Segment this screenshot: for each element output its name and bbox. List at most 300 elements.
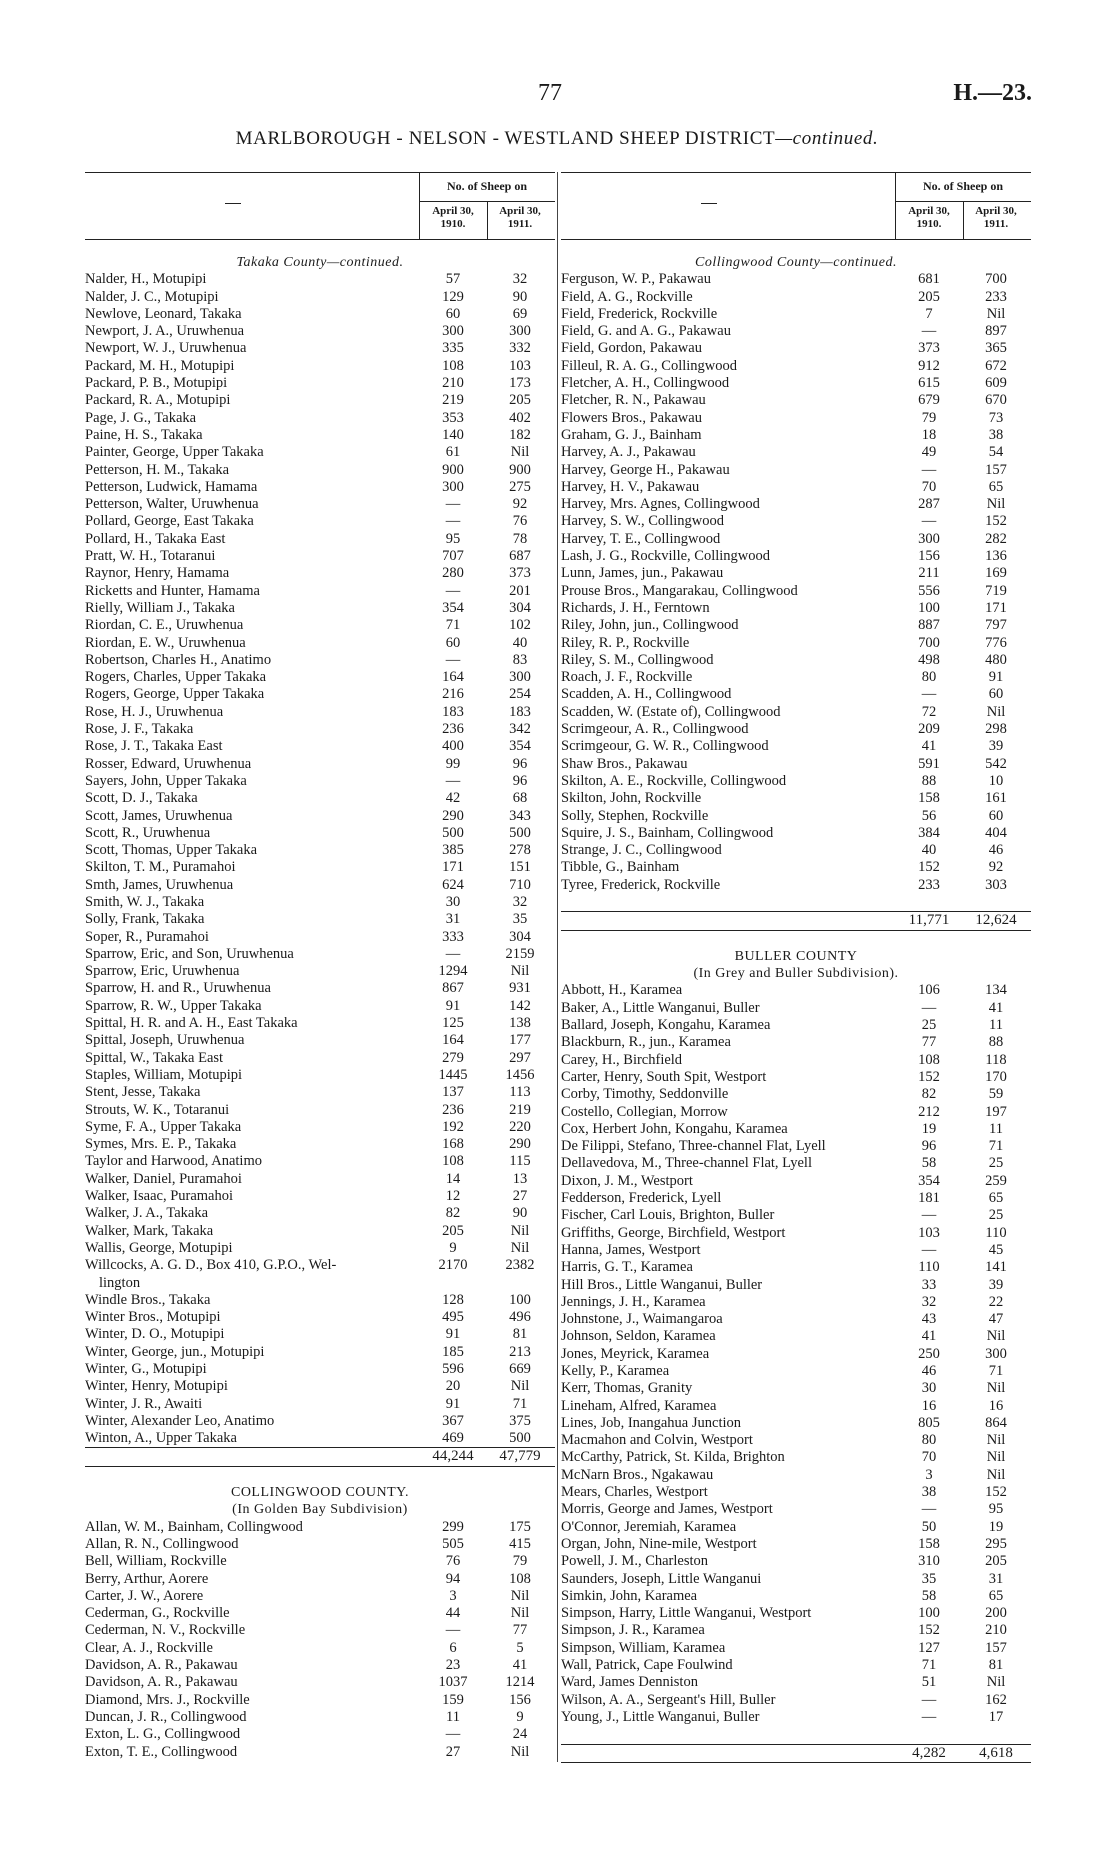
sheep-1911: 213 [509,1343,531,1360]
sheep-1910: 591 [918,755,940,772]
owner-name: Riordan, C. E., Uruwhenua [85,617,244,634]
table-row [561,444,1031,461]
title-suffix: —continued. [775,128,879,149]
owner-name: Scadden, W. (Estate of), Collingwood [561,703,781,720]
table-row [85,998,555,1015]
table-row [85,1744,555,1761]
sheep-1911: 45 [988,1241,1004,1258]
table-row [85,911,555,928]
table-row [561,548,1031,565]
owner-name: Pollard, H., Takaka East [85,530,226,547]
sheep-1910: 152 [918,1622,940,1639]
sheep-1910: 49 [921,444,937,461]
owner-name: Sparrow, H. and R., Uruwhenua [85,980,271,997]
sheep-1910: 41 [921,738,937,755]
owner-name: (In Grey and Buller Subdivision). [693,966,899,982]
sheep-1910: 353 [442,409,464,426]
sheep-1911: 134 [985,982,1007,999]
owner-name: Ward, James Denniston [561,1674,698,1691]
sheep-1910: — [445,1622,461,1639]
owner-name: Harvey, George H., Pakawau [561,461,730,478]
owner-name: Simpson, J. R., Karamea [561,1622,705,1639]
sheep-1911: 670 [985,392,1007,409]
table-row [85,1692,555,1709]
sheep-1911: 32 [512,893,528,910]
owner-name: Taylor and Harwood, Anatimo [85,1153,262,1170]
owner-name: Walker, Isaac, Puramahoi [85,1188,234,1205]
sheep-1910: 805 [918,1414,940,1431]
table-row [561,1380,1031,1397]
sheep-1911: 233 [985,288,1007,305]
table-row [561,1034,1031,1051]
owner-name: Jones, Meyrick, Karamea [561,1345,710,1362]
page-number: 77 [538,80,562,106]
owner-name: Packard, P. B., Motupipi [85,375,228,392]
sheep-1910: 127 [918,1639,940,1656]
table-row [85,1640,555,1657]
sheep-1910: 72 [921,703,937,720]
owner-name: Harvey, S. W., Collingwood [561,513,724,530]
table-row [85,1588,555,1605]
table-row [85,1240,555,1257]
sheep-1910: 100 [918,599,940,616]
table-row [85,1067,555,1084]
owner-name: Fischer, Carl Louis, Brighton, Buller [561,1207,775,1224]
owner-name: Griffiths, George, Birchfield, Westport [561,1224,786,1241]
sheep-1911: 12,624 [975,912,1017,929]
table-row [561,358,1031,375]
owner-name: Rosser, Edward, Uruwhenua [85,755,252,772]
owner-name: Nalder, J. C., Motupipi [85,288,219,305]
table-row [85,289,555,306]
sheep-1910: 1445 [438,1066,468,1083]
sheep-1910: 469 [442,1430,464,1447]
table-row [85,756,555,773]
table-row [561,721,1031,738]
sheep-1911: 32 [512,271,528,288]
owner-name: Costello, Collegian, Morrow [561,1103,728,1120]
table-row [85,825,555,842]
owner-name: Tibble, G., Bainham [561,859,680,876]
sheep-1910: 95 [445,530,461,547]
sheep-1911: 900 [509,461,531,478]
sheep-1911: 22 [988,1293,1004,1310]
table-row [561,496,1031,513]
owner-name: Carter, Henry, South Spit, Westport [561,1068,767,1085]
sheep-1911: 141 [985,1259,1007,1276]
sheep-1910: 96 [921,1138,937,1155]
sheep-1911: 197 [985,1103,1007,1120]
table-row [561,1069,1031,1086]
sheep-1911: 1214 [505,1674,535,1691]
table-row [85,427,555,444]
sheep-1911: 60 [988,807,1004,824]
owner-name: Jennings, J. H., Karamea [561,1293,706,1310]
sheep-1911: 672 [985,357,1007,374]
owner-name: Winter, Alexander Leo, Anatimo [85,1412,275,1429]
sheep-1911: 113 [509,1084,531,1101]
sheep-1911: 59 [988,1086,1004,1103]
table-row [561,635,1031,652]
owner-name: Morris, George and James, Westport [561,1501,773,1518]
table-row [85,669,555,686]
table-row [85,1326,555,1343]
table-row [85,392,555,409]
owner-name: Bell, William, Rockville [85,1553,227,1570]
table-row [85,496,555,513]
sheep-1910: 11,771 [908,912,950,929]
sheep-1911: Nil [986,1466,1006,1483]
sheep-1911: 205 [985,1553,1007,1570]
owner-name: McNarn Bros., Ngakawau [561,1466,714,1483]
sheep-1911: Nil [986,1432,1006,1449]
owner-name: Smith, W. J., Takaka [85,893,205,910]
owner-name: Hill Bros., Little Wanganui, Buller [561,1276,763,1293]
table-row [561,877,1031,894]
owner-name: Sayers, John, Upper Takaka [85,772,247,789]
table-row [85,894,555,911]
table-row [85,686,555,703]
sheep-1911: 71 [512,1395,528,1412]
sheep-1910: 30 [921,1380,937,1397]
owner-name: Shaw Bros., Pakawau [561,755,688,772]
sheep-1911: 259 [985,1172,1007,1189]
table-row [85,635,555,652]
owner-name: Walker, Daniel, Puramahoi [85,1170,242,1187]
sheep-1911: 295 [985,1535,1007,1552]
sheep-1911: 171 [985,599,1007,616]
sheep-1911: Nil [986,703,1006,720]
table-row [85,1571,555,1588]
sheep-1911: Nil [986,1380,1006,1397]
sheep-1910: 79 [921,409,937,426]
col-1911-header: April 30, 1911. [499,205,541,230]
total-row [561,1744,1031,1763]
table-row [85,323,555,340]
table-row [85,1188,555,1205]
sheep-1911: Nil [986,496,1006,513]
owner-name: Corby, Timothy, Seddonville [561,1086,729,1103]
sheep-1910: 279 [442,1049,464,1066]
table-row [85,738,555,755]
sheep-1911: 41 [512,1657,528,1674]
owner-name: Collingwood County—continued. [695,255,897,270]
sheep-1911: 90 [512,288,528,305]
sheep-1910: 18 [921,426,937,443]
owner-name: Smth, James, Uruwhenua [85,876,234,893]
sheep-1910: 233 [918,876,940,893]
owner-name: Winter, Henry, Motupipi [85,1378,228,1395]
owner-name: Baker, A., Little Wanganui, Buller [561,999,760,1016]
sheep-1911: 47,779 [499,1448,541,1465]
sheep-1910: 615 [918,375,940,392]
table-row [85,1378,555,1395]
owner-name: Duncan, J. R., Collingwood [85,1708,247,1725]
table-row [85,340,555,357]
sheep-1910: 91 [445,1395,461,1412]
sheep-1911: 254 [509,686,531,703]
sheep-1910: 181 [918,1190,940,1207]
sheep-1910: 108 [918,1051,940,1068]
table-row [561,1536,1031,1553]
spacer-row [85,1467,555,1484]
table-row [561,375,1031,392]
sheep-1911: Nil [510,963,530,980]
sheep-1910: 300 [442,323,464,340]
owner-name: Ballard, Joseph, Kongahu, Karamea [561,1017,771,1034]
sheep-1910: 99 [445,755,461,772]
sheep-1911: 96 [512,755,528,772]
owner-name: Scadden, A. H., Collingwood [561,686,732,703]
sheep-1910: 35 [921,1570,937,1587]
sheep-1910: 82 [445,1205,461,1222]
sheep-1910: — [445,1726,461,1743]
table-row [85,808,555,825]
table-row [85,1622,555,1639]
sheep-1910: 211 [918,565,940,582]
table-row [85,842,555,859]
sheep-1911: 47 [988,1311,1004,1328]
sheep-1910: — [445,945,461,962]
sheep-1910: 128 [442,1291,464,1308]
sheep-1911: 304 [509,599,531,616]
sheep-1910: 556 [918,582,940,599]
sheep-1910: 60 [445,634,461,651]
table-row [561,1086,1031,1103]
owner-name: Page, J. G., Takaka [85,409,197,426]
col-1910-header: April 30, 1910. [432,205,474,230]
owner-name: Spittal, Joseph, Uruwhenua [85,1032,245,1049]
sheep-1911: 297 [509,1049,531,1066]
owner-name: Staples, William, Motupipi [85,1066,243,1083]
table-row [561,1605,1031,1622]
sheep-1910: 103 [918,1224,940,1241]
sheep-1910: 58 [921,1155,937,1172]
section-heading [561,948,1031,965]
sheep-1910: 164 [442,669,464,686]
sheep-1910: 50 [921,1518,937,1535]
sheep-1911: 41 [988,999,1004,1016]
owner-name: Diamond, Mrs. J., Rockville [85,1691,250,1708]
sheep-1910: 71 [921,1657,937,1674]
sheep-1911: 27 [512,1188,528,1205]
owner-name: Fletcher, R. N., Pakawau [561,392,706,409]
sheep-1911: 170 [985,1068,1007,1085]
sheep-1911: 687 [509,548,531,565]
owner-name: Field, G. and A. G., Pakawau [561,323,731,340]
sheep-1910: — [445,496,461,513]
sheep-1911: 103 [509,357,531,374]
sheep-1911: 136 [985,548,1007,565]
table-row [85,1674,555,1691]
sheep-1911: 157 [985,1639,1007,1656]
sheep-1911: 39 [988,738,1004,755]
sheep-1911: 77 [512,1622,528,1639]
section-heading [561,965,1031,982]
table-row [561,271,1031,288]
sheep-1910: — [921,1708,937,1725]
table-row [561,410,1031,427]
owner-name: Davidson, A. R., Pakawau [85,1674,238,1691]
sheep-1910: — [445,513,461,530]
owner-name: Spittal, W., Takaka East [85,1049,224,1066]
owner-name: BULLER COUNTY [734,948,858,964]
owner-name: lington [99,1274,141,1291]
owner-name: Cox, Herbert John, Kongahu, Karamea [561,1120,788,1137]
sheep-1910: 185 [442,1343,464,1360]
sheep-1910: 31 [445,911,461,928]
owner-name: Willcocks, A. G. D., Box 410, G.P.O., Wel- [85,1257,337,1274]
owner-name: Lineham, Alfred, Karamea [561,1397,717,1414]
sheep-1911: 354 [509,738,531,755]
sheep-1910: — [921,1207,937,1224]
owner-name: Pollard, George, East Takaka [85,513,254,530]
sheep-1910: 219 [442,392,464,409]
owner-name: Petterson, Walter, Uruwhenua [85,496,259,513]
sheep-1910: 159 [442,1691,464,1708]
sheep-1911: 182 [509,426,531,443]
sheep-1910: 210 [442,375,464,392]
owner-name: Winton, A., Upper Takaka [85,1430,237,1447]
sheep-1910: 156 [918,548,940,565]
sheep-1911: 177 [509,1032,531,1049]
owner-name: Sparrow, Eric, and Son, Uruwhenua [85,945,294,962]
owner-name: COLLINGWOOD COUNTY. [230,1485,409,1501]
table-row [561,808,1031,825]
sheep-1911: 373 [509,565,531,582]
sheep-1910: 900 [442,461,464,478]
owner-name: Nalder, H., Motupipi [85,271,207,288]
spacer-row [561,931,1031,948]
owner-name: Rogers, Charles, Upper Takaka [85,669,267,686]
sheep-1911: Nil [510,1222,530,1239]
sheep-1911: 332 [509,340,531,357]
table-row [561,1467,1031,1484]
sheep-1911: 303 [985,876,1007,893]
table-row [85,1292,555,1309]
sheep-1910: 373 [918,340,940,357]
owner-name: Saunders, Joseph, Little Wanganui [561,1570,762,1587]
sheep-1911: Nil [510,1239,530,1256]
total-row [85,1447,555,1466]
owner-name: (In Golden Bay Subdivision) [232,1502,408,1518]
sheep-1910: 27 [445,1743,461,1760]
owner-name: Young, J., Little Wanganui, Buller [561,1708,760,1725]
sheep-1910: 40 [921,842,937,859]
table-row [85,462,555,479]
sheep-1910: — [921,1501,937,1518]
sheep-1910: 25 [921,1017,937,1034]
sheep-1910: 333 [442,928,464,945]
sheep-1911: 138 [509,1015,531,1032]
sheep-1910: 57 [445,271,461,288]
sheep-1910: 300 [442,478,464,495]
sheep-1910: 354 [442,599,464,616]
table-row [561,479,1031,496]
owner-name: O'Connor, Jeremiah, Karamea [561,1518,737,1535]
sheep-1910: — [921,1241,937,1258]
name-column-dash [225,203,241,204]
sheep-1911: 151 [509,859,531,876]
table-row [561,669,1031,686]
owner-name: Ferguson, W. P., Pakawau [561,271,711,288]
table-row [561,1277,1031,1294]
sheep-1910: 2170 [438,1257,468,1274]
owner-name: Symes, Mrs. E. P., Takaka [85,1136,237,1153]
table-row [561,704,1031,721]
owner-name: Allan, W. M., Bainham, Collingwood [85,1518,303,1535]
owner-name: Newport, J. A., Uruwhenua [85,323,245,340]
sheep-1911: 710 [509,876,531,893]
sheep-1910: 140 [442,426,464,443]
sheep-1910: 88 [921,772,937,789]
sheep-1911: 402 [509,409,531,426]
table-row [85,1709,555,1726]
table-row [85,583,555,600]
table-row [561,842,1031,859]
sheep-1911: 152 [985,1484,1007,1501]
sheep-1911: 275 [509,478,531,495]
col-1911-header: April 30, 1911. [975,205,1017,230]
sheep-1910: 164 [442,1032,464,1049]
sheep-1911: 68 [512,790,528,807]
table-row [85,1657,555,1674]
sheep-1911: 1456 [505,1066,535,1083]
table-row [85,1396,555,1413]
table-row [561,1173,1031,1190]
table-row [85,600,555,617]
table-row [561,1553,1031,1570]
table-row [561,859,1031,876]
table-row [561,1571,1031,1588]
owner-name: Newport, W. J., Uruwhenua [85,340,247,357]
owner-name: Johnstone, J., Waimangaroa [561,1311,723,1328]
sheep-1910: 91 [445,1326,461,1343]
owner-name: Tyree, Frederick, Rockville [561,876,721,893]
sheep-1910: 38 [921,1484,937,1501]
owner-name: Winter, George, jun., Motupipi [85,1343,265,1360]
table-row [561,1259,1031,1276]
owner-name: Riley, R. P., Rockville [561,634,690,651]
table-row [561,1155,1031,1172]
sheep-1910: 80 [921,1432,937,1449]
owner-name: Organ, John, Nine-mile, Westport [561,1535,757,1552]
table-row [85,1223,555,1240]
owner-name: Dellavedova, M., Three-channel Flat, Lyell [561,1155,812,1172]
sheep-1911: 173 [509,375,531,392]
table-row [85,1536,555,1553]
sheep-1911: Nil [986,305,1006,322]
sheep-1910: 32 [921,1293,937,1310]
table-row [85,1015,555,1032]
owner-name: McCarthy, Patrick, St. Kilda, Brighton [561,1449,785,1466]
sheep-1911: 343 [509,807,531,824]
sheep-1910: 912 [918,357,940,374]
sheep-1910: — [445,772,461,789]
table-row [561,1207,1031,1224]
table-row [561,323,1031,340]
sheep-1911: 60 [988,686,1004,703]
owner-name: Abbott, H., Karamea [561,982,683,999]
table-row [85,1205,555,1222]
sheep-1910: 290 [442,807,464,824]
owner-name: Riordan, E. W., Uruwhenua [85,634,246,651]
sheep-1910: 216 [442,686,464,703]
owner-name: Squire, J. S., Bainham, Collingwood [561,824,774,841]
sheep-1910: 110 [918,1259,940,1276]
table-row [561,1692,1031,1709]
table-row [85,790,555,807]
